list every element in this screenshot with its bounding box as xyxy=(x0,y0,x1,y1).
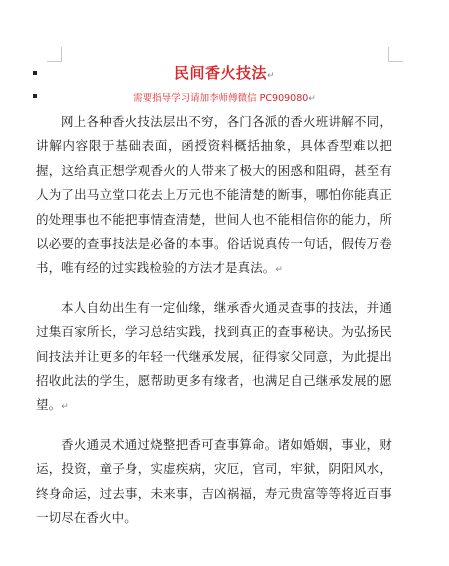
paragraph-mark-icon: ↵ xyxy=(275,265,284,276)
page-corner-mark-top-left xyxy=(47,47,62,62)
document-subtitle xyxy=(0,90,449,104)
paragraph-mark-icon: ↵ xyxy=(308,94,316,104)
document-title xyxy=(0,62,449,83)
title-text: 民间香火技法 xyxy=(173,64,267,82)
body-paragraph xyxy=(36,296,392,420)
body-paragraph xyxy=(36,110,392,283)
body-paragraph xyxy=(36,433,392,531)
paragraph-text: 本人自幼出生有一定仙缘，继承香火通灵查事的技法，并通过集百家所长，学习总结实践，找到真正的查事秘诀。为弘扬民间技法并让更多的年轻一代继承发展，征得家父同意，为此提出招收此法的学生，愿帮助更多有缘者，也满足自己继承发展的愿望。 xyxy=(36,299,392,413)
paragraph-text: 香火通灵术通过烧整把香可查事算命。诸如婚姻，事业，财运，投资，童子身，实虚疾病，灾厄，官司，牢狱，阴阳风水，终身命运，过去事，未来事，吉凶祸福，寿元贵富等等将近百事一切尽在香火中。 xyxy=(36,436,392,526)
subtitle-text: 需要指导学习请加李师傅微信 PC909080 xyxy=(133,93,309,104)
page-corner-mark-top-right xyxy=(388,47,403,62)
paragraph-text: 网上各种香火技法层出不穷，各门各派的香火班讲解不同，讲解内容限于基础表面，函授资料概括抽象，具体香型难以把握，这给真正想学观香火的人带来了极大的困惑和阻碍，甚至有人为了出马立堂口花去上万元也不能清楚的断事，哪怕你能真正的处理事也不能把事情查清楚，世间人也不能相信你的能力，所以必要的查事技法是必备的本事。俗话说真传一句话，假传万卷书，唯有经的过实践检验的方法才是真法。 xyxy=(36,114,392,276)
paragraph-mark-icon: ↵ xyxy=(266,71,276,81)
document-body xyxy=(36,110,392,544)
paragraph-mark-icon: ↵ xyxy=(61,402,69,413)
